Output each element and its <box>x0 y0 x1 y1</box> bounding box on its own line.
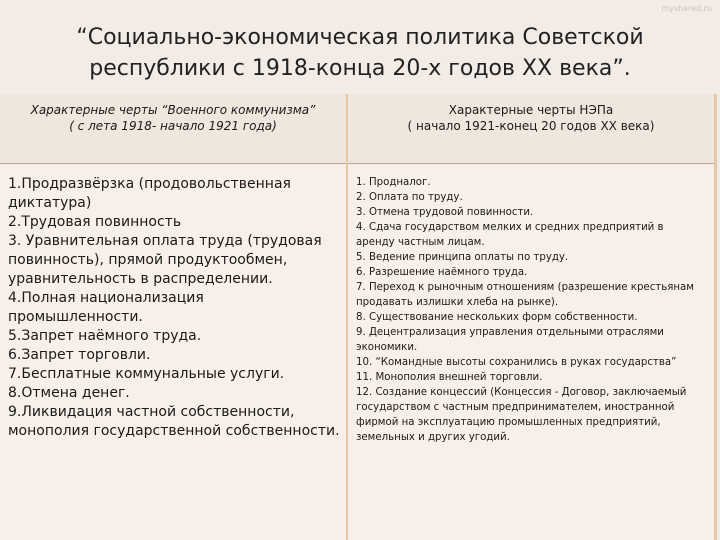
list-item: 2. Оплата по труду. <box>356 192 463 203</box>
right-header-line-2: ( начало 1921-конец 20 годов XX века) <box>407 119 655 133</box>
list-item: 3. Отмена трудовой повинности. <box>356 207 534 218</box>
left-column-header <box>0 94 346 164</box>
list-item: 6. Разрешение наёмного труда. <box>356 267 528 278</box>
title-line-2: республики с 1918-конца 20-х годов XX века”. <box>89 56 631 81</box>
left-header-line-2: ( с лета 1918- начало 1921 года) <box>69 119 277 133</box>
nep-list <box>348 165 714 540</box>
list-item: 5. Ведение принципа оплаты по труду. <box>356 252 569 263</box>
slide-title <box>40 22 680 84</box>
right-header-line-1: Характерные черты НЭПа <box>448 103 614 117</box>
list-item: 7. Переход к рыночным отношениям (разрешение крестьянам продавать излишки хлеба на рынке). <box>356 282 694 308</box>
list-item: 7.Бесплатные коммунальные услуги. <box>8 366 285 382</box>
watermark: myshared.ru <box>661 4 712 13</box>
list-item: 11. Монополия внешней торговли. <box>356 372 543 383</box>
list-item: 5.Запрет наёмного труда. <box>8 328 202 344</box>
list-item: 8.Отмена денег. <box>8 385 130 401</box>
right-column-header <box>348 94 714 164</box>
list-item: 1. Продналог. <box>356 177 431 188</box>
list-item: 8. Существование нескольких форм собственности. <box>356 312 638 323</box>
list-item: 10. “Командные высоты сохранились в руках государства” <box>356 357 677 368</box>
list-item: 4. Сдача государством мелких и средних предприятий в аренду частным лицам. <box>356 222 664 248</box>
list-item: 6.Запрет торговли. <box>8 347 151 363</box>
list-item: 1.Продразвёрзка (продовольственная диктатура) <box>8 176 291 211</box>
list-item: 4.Полная национализация промышленности. <box>8 290 204 325</box>
comparison-table <box>0 94 717 540</box>
list-item: 9. Децентрализация управления отдельными отраслями экономики. <box>356 327 664 353</box>
list-item: 3. Уравнительная оплата труда (трудовая повинность), прямой продуктообмен, уравнительность в распределении. <box>8 233 322 287</box>
list-item: 12. Создание концессий (Концессия - Договор, заключаемый государством с частным предпринимателем, иностранной фирмой на эксплуатацию промышленных предприятий, земельных и других угодий. <box>356 387 687 443</box>
title-line-1: “Социально-экономическая политика Советской <box>76 25 644 50</box>
left-header-line-1: Характерные черты “Военного коммунизма” <box>30 103 316 117</box>
list-item: 9.Ликвидация частной собственности, монополия государственной собственности. <box>8 404 340 439</box>
war-communism-list <box>0 165 346 540</box>
list-item: 2.Трудовая повинность <box>8 214 182 230</box>
